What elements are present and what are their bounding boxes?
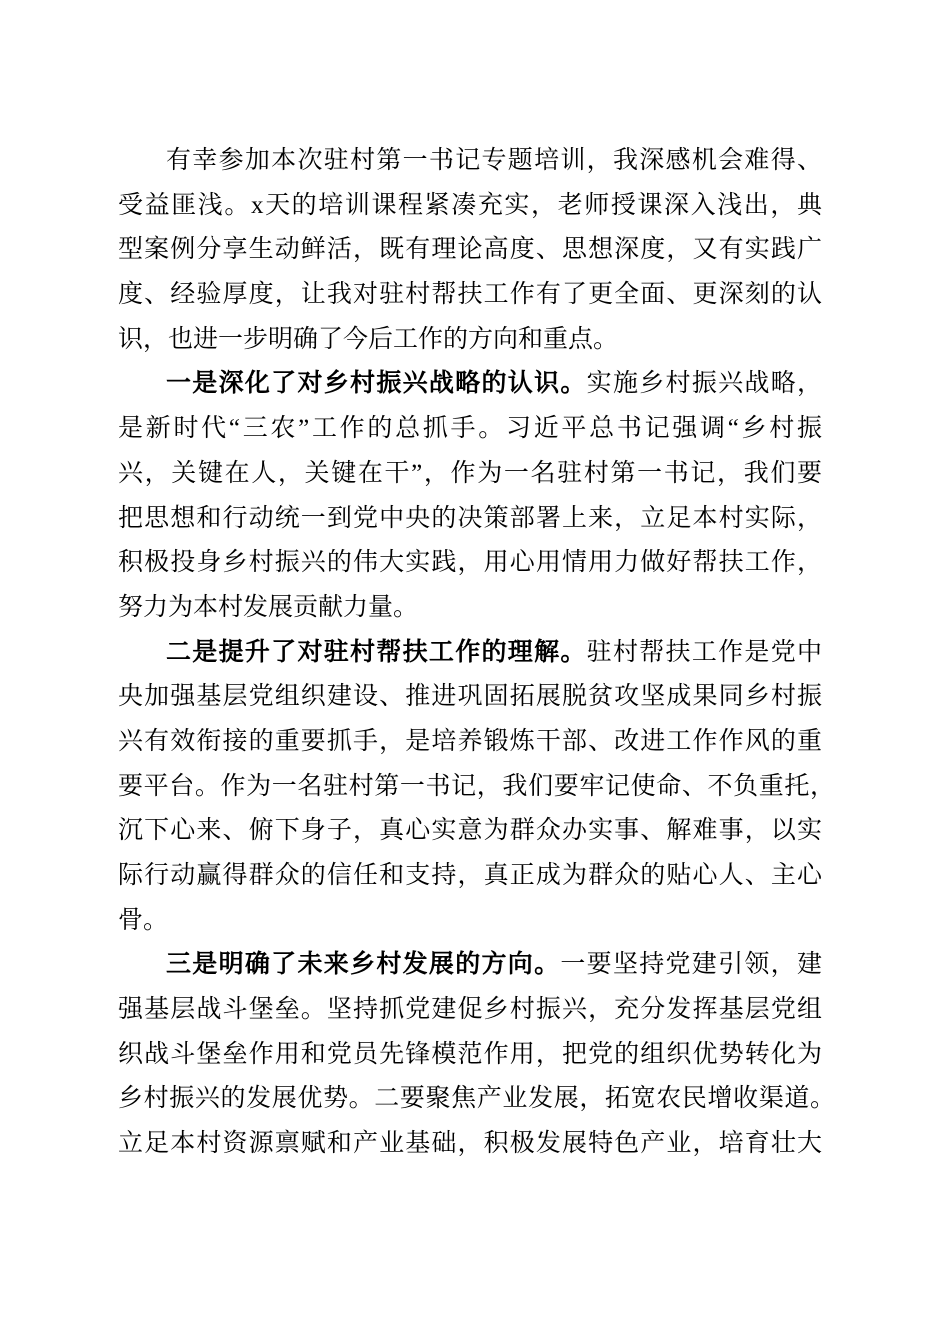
text-line: 积极投身乡村振兴的伟大实践，用心用情用力做好帮扶工作， <box>118 549 822 577</box>
text-line: 把思想和行动统一到党中央的决策部署上来，立足本村实际， <box>118 504 822 532</box>
text-segment: 驻村帮扶工作是党中 <box>586 638 822 666</box>
text-line: 央加强基层党组织建设、推进巩固拓展脱贫攻坚成果同乡村振 <box>118 683 822 711</box>
paragraph-point-two <box>118 631 838 944</box>
text-line: 兴，关键在人，关键在干”，作为一名驻村第一书记，我们要 <box>118 459 822 487</box>
text-line: 沉下心来、俯下身子，真心实意为群众办实事、解难事，以实 <box>118 817 822 845</box>
text-line: 型案例分享生动鲜活，既有理论高度、思想深度，又有实践广 <box>118 236 822 264</box>
text-line: 受益匪浅。x天的培训课程紧凑充实，老师授课深入浅出，典 <box>118 191 822 219</box>
text-line: 骨。 <box>118 906 169 934</box>
text-line: 兴有效衔接的重要抓手，是培养锻炼干部、改进工作作风的重 <box>118 727 822 755</box>
paragraph-point-three <box>118 943 838 1166</box>
text-line: 是新时代“三农”工作的总抓手。习近平总书记强调“乡村振 <box>118 415 822 443</box>
text-segment: 一要坚持党建引领，建 <box>560 951 822 979</box>
text-line: 要平台。作为一名驻村第一书记，我们要牢记使命、不负重托， <box>118 772 835 800</box>
text-line: 度、经验厚度，让我对驻村帮扶工作有了更全面、更深刻的认 <box>118 281 822 309</box>
text-line <box>166 943 822 988</box>
paragraph-point-one <box>118 362 838 630</box>
document-body <box>118 139 838 1167</box>
text-line: 识，也进一步明确了今后工作的方向和重点。 <box>118 325 619 353</box>
text-line <box>166 631 822 676</box>
text-line: 有幸参加本次驻村第一书记专题培训，我深感机会难得、 <box>166 147 822 174</box>
text-line: 立足本村资源禀赋和产业基础，积极发展特色产业，培育壮大 <box>118 1130 822 1158</box>
text-line: 努力为本村发展贡献力量。 <box>118 593 419 621</box>
text-line: 强基层战斗堡垒。坚持抓党建促乡村振兴，充分发挥基层党组 <box>118 996 822 1024</box>
text-line: 织战斗堡垒作用和党员先锋模范作用，把党的组织优势转化为 <box>118 1040 822 1068</box>
paragraph-lead: 二是提升了对驻村帮扶工作的理解。 <box>166 638 587 666</box>
paragraph-intro <box>118 139 838 362</box>
text-segment: 实施乡村振兴战略， <box>586 370 822 398</box>
paragraph-lead: 一是深化了对乡村振兴战略的认识。 <box>166 370 587 398</box>
text-line <box>166 362 822 407</box>
text-line: 际行动赢得群众的信任和支持，真正成为群众的贴心人、主心 <box>118 862 822 889</box>
text-line: 乡村振兴的发展优势。二要聚焦产业发展，拓宽农民增收渠道。 <box>118 1085 835 1113</box>
paragraph-lead: 三是明确了未来乡村发展的方向。 <box>166 951 561 979</box>
